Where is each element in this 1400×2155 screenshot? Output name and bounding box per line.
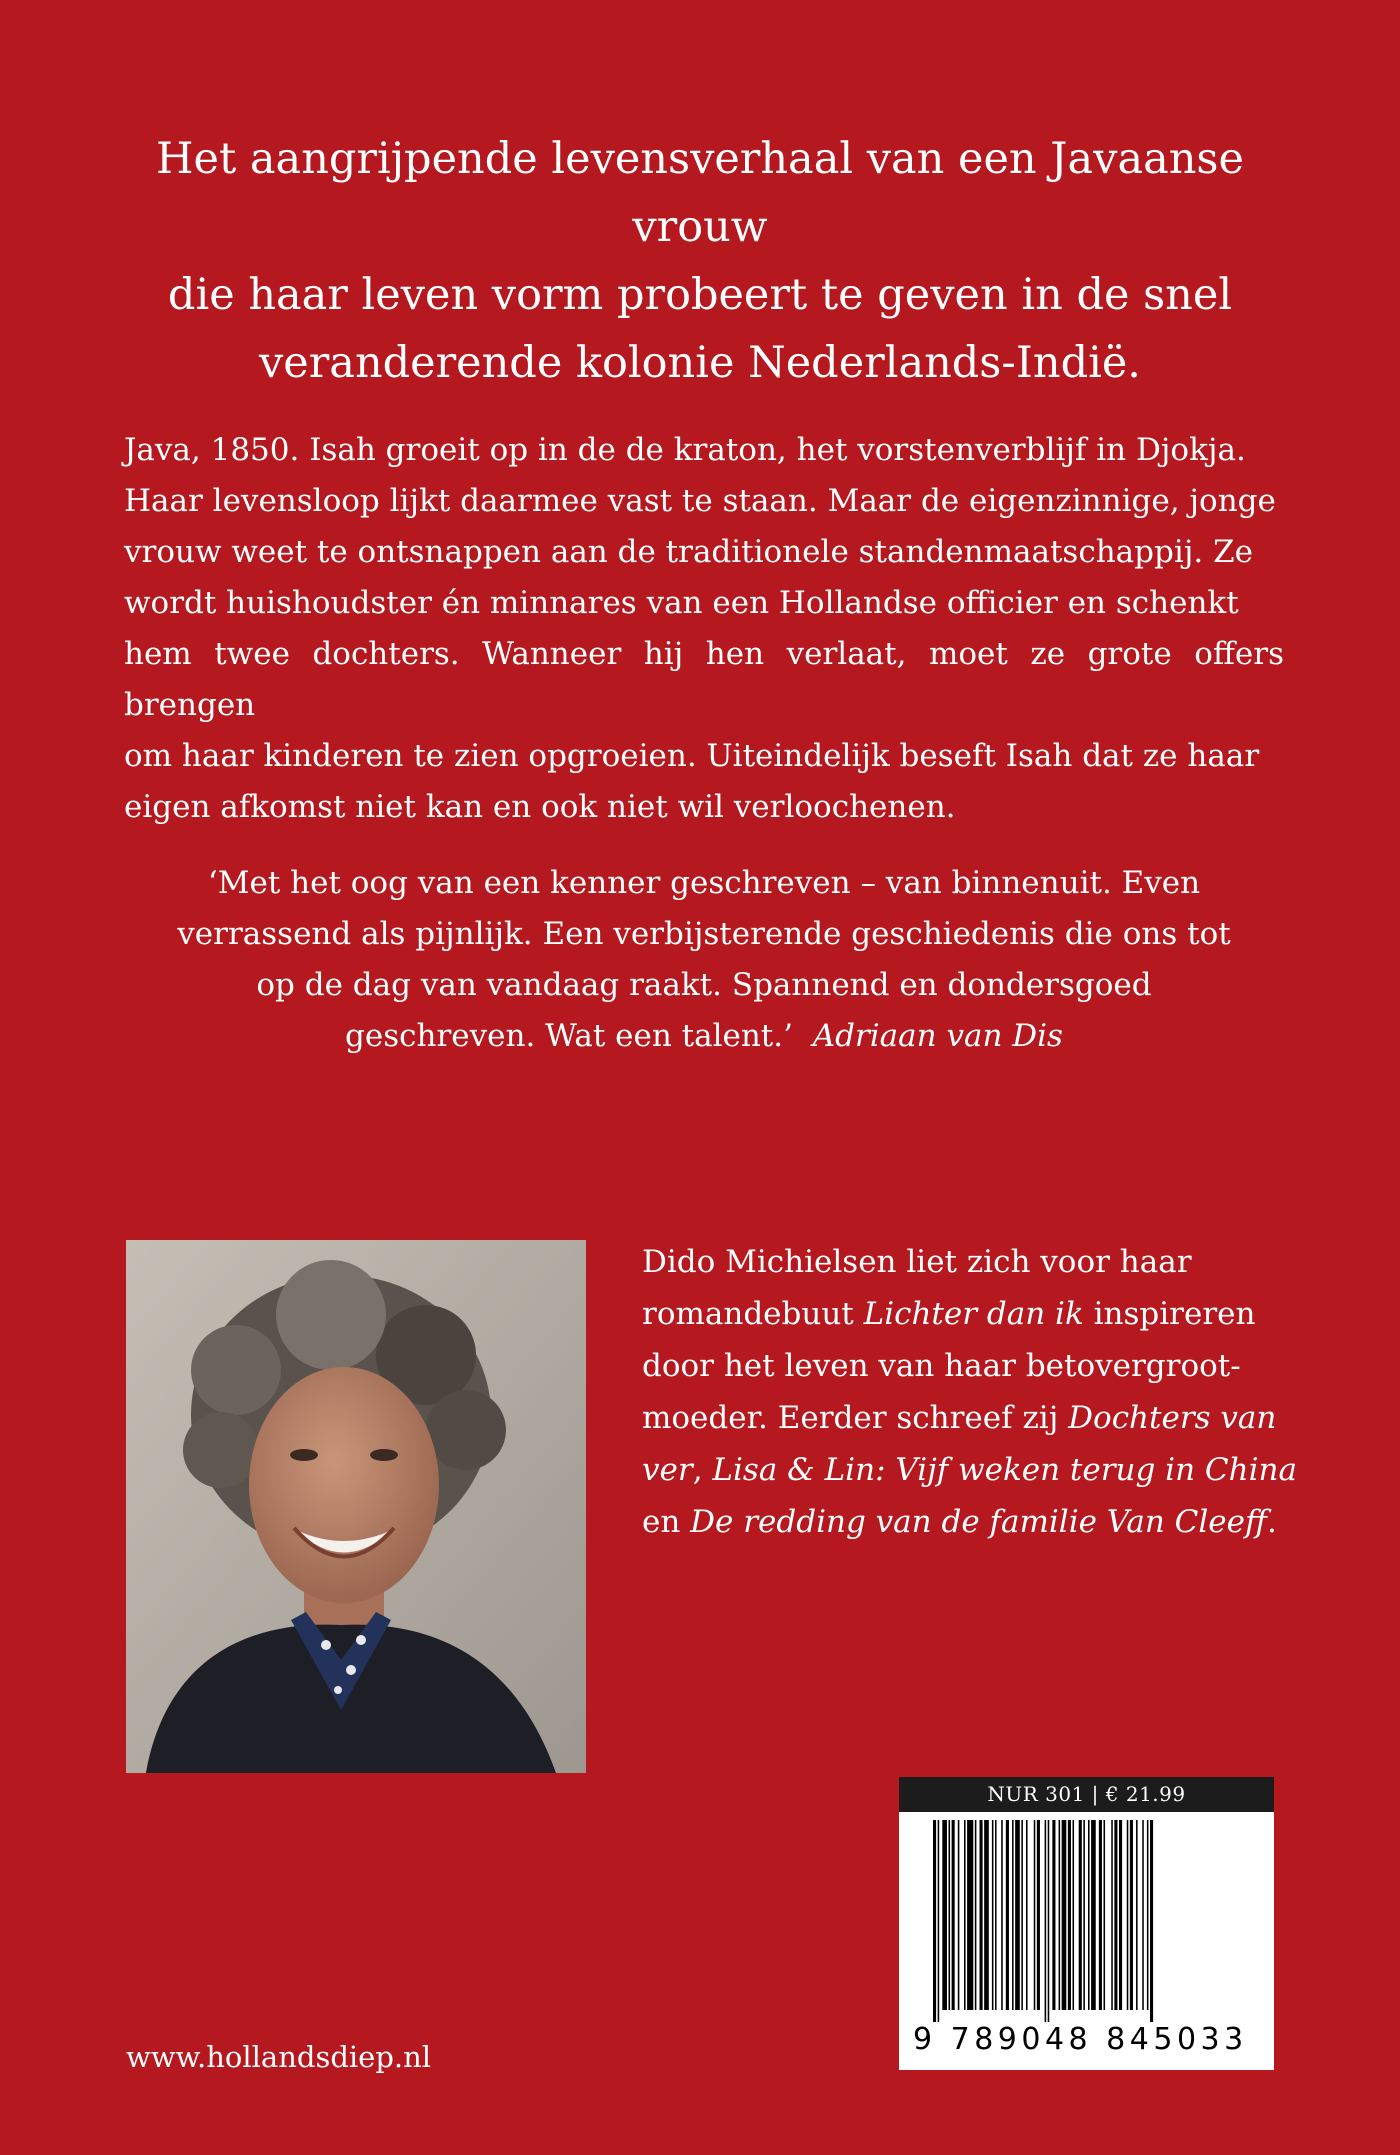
bio-line: door het leven van haar betovergroot- <box>642 1348 1241 1384</box>
barcode-bar <box>1142 1820 1144 2010</box>
barcode-bar <box>1034 1820 1036 2010</box>
quote-text: geschreven. Wat een talent.’ <box>345 1018 793 1054</box>
book-title: Lisa & Lin: Vijf weken terug in China <box>712 1452 1297 1488</box>
barcode-bar <box>992 1820 994 2010</box>
barcode-bar <box>933 1820 936 2022</box>
website-url: www.hollandsdiep.nl <box>126 2040 432 2074</box>
quote-line-last <box>124 1011 1284 1062</box>
tagline: Het aangrijpende levensverhaal van een Javaanse vrouw die haar leven vorm probeert te geven in de snel veranderende kolonie Nederlands-Indië. <box>156 134 1244 388</box>
bio-line: Dido Michielsen liet zich voor haar <box>642 1244 1192 1280</box>
barcode-bar <box>1062 1820 1067 2010</box>
barcode-bar <box>1052 1820 1055 2010</box>
isbn-digits: 9 789048 845033 <box>913 2022 1248 2057</box>
barcode-bar <box>995 1820 997 2010</box>
barcode-bar <box>1088 1820 1090 2010</box>
barcode-bar <box>1091 1820 1096 2010</box>
barcode-bar <box>1083 1820 1085 2010</box>
bio-line: en De redding van de familie Van Cleeff. <box>642 1504 1277 1540</box>
bio-line: romandebuut Lichter dan ik inspireren <box>642 1296 1256 1332</box>
barcode <box>899 1777 1274 2070</box>
barcode-bar <box>1001 1820 1003 2010</box>
quote-line: ‘Met het oog van een kenner geschreven – van binnenuit. Even <box>207 865 1201 901</box>
barcode-bar <box>1099 1820 1102 2010</box>
book-blurb: Java, 1850. Isah groeit op in de de kraton, het vorstenverblijf in Djokja. Haar levensloop lijkt daarmee vast te staan. Maar de eigenzinnige, jonge vrouw weet te ontsnappen aan de traditionele standenmaatschappij. Ze wordt huishoudster én minnares van een Hollandse officier en schenkt hem twee dochters. Wanneer hij hen verlaat, moet ze grote offers brengen om haar kinderen te zien opgroeien. Uiteindelijk beseft Isah dat ze haar eigen afkomst niet kan en ook niet wil verloochenen. <box>124 432 1284 825</box>
bio-line: ver, Lisa & Lin: Vijf weken terug in China <box>642 1452 1297 1488</box>
quote-line: op de dag van vandaag raakt. Spannend en dondersgoed <box>256 967 1152 1003</box>
barcode-bar <box>942 1820 947 2010</box>
bio-line: moeder. Eerder schreef zij Dochters van <box>642 1400 1277 1436</box>
barcode-bar <box>1021 1820 1023 2010</box>
barcode-bar <box>1012 1820 1014 2010</box>
price-label: NUR 301 | € 21.99 <box>899 1777 1274 1812</box>
barcode-bar <box>1150 1820 1153 2022</box>
quote-attribution: Adriaan van Dis <box>812 1018 1063 1054</box>
barcode-bar <box>938 1820 940 2022</box>
author-photo <box>126 1240 586 1773</box>
barcode-bar <box>975 1820 977 2010</box>
barcode-bar <box>1104 1820 1106 2010</box>
quote-line: verrassend als pijnlijk. Een verbijsterende geschiedenis die ons tot <box>177 916 1231 952</box>
barcode-bar <box>1037 1820 1040 2010</box>
barcode-bar <box>1048 1820 1050 2022</box>
barcode-bar <box>980 1820 983 2010</box>
barcode-bar <box>1006 1820 1009 2010</box>
barcode-bar <box>1147 1820 1149 2010</box>
book-title: Lichter dan ik <box>863 1296 1084 1332</box>
barcode-bar <box>1045 1820 1047 2022</box>
barcode-bar <box>1130 1820 1133 2010</box>
book-title: Dochters van <box>1068 1400 1277 1436</box>
barcode-bar <box>984 1820 989 2010</box>
barcode-bar <box>1068 1820 1071 2010</box>
barcode-bar <box>1059 1820 1061 2010</box>
barcode-bar <box>1136 1820 1138 2010</box>
barcode-bar <box>964 1820 966 2010</box>
barcode-bar <box>1015 1820 1020 2010</box>
barcode-bar <box>949 1820 951 2010</box>
review-quote <box>124 858 1284 1062</box>
barcode-bar <box>1114 1820 1117 2010</box>
barcode-bar <box>1079 1820 1082 2010</box>
barcode-bar <box>1111 1820 1113 2010</box>
barcode-bars <box>899 1812 1274 2022</box>
author-bio <box>642 1236 1302 1548</box>
barcode-bar <box>958 1820 960 2010</box>
barcode-bar <box>967 1820 973 2010</box>
barcode-bar <box>1127 1820 1129 2010</box>
barcode-bar <box>1073 1820 1075 2010</box>
book-title: De redding van de familie Van Cleeff <box>690 1504 1267 1540</box>
barcode-bar <box>1119 1820 1122 2010</box>
barcode-bar <box>1026 1820 1028 2010</box>
barcode-bar <box>952 1820 955 2010</box>
book-title: ver <box>642 1452 693 1488</box>
